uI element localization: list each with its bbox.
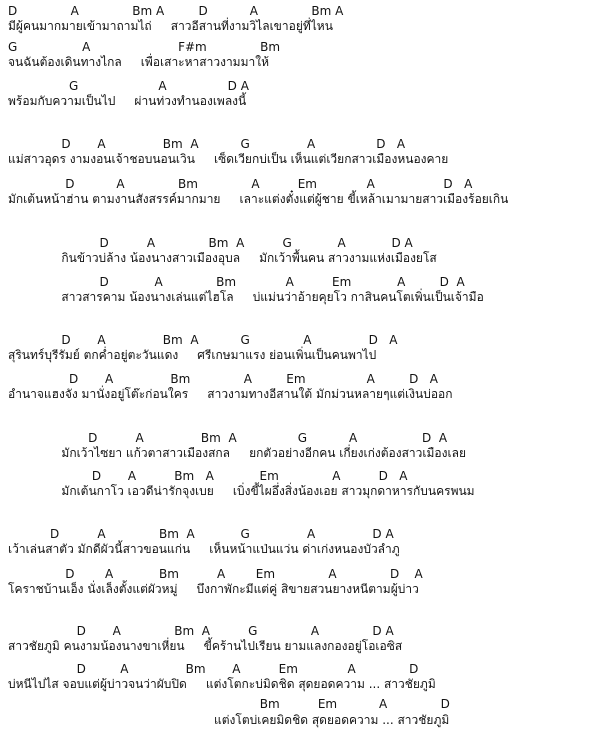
lyric-text: บ่หนีไปไส จอบแต่ผู้บ่าวจนว่าผับปิด แต่งโตกะบ่มิดชิด สุดยอดความ ... สาวชัยภูมิ	[8, 677, 436, 691]
lyric-text: มักเต้นกาโว เอวดีน่ารักจุงเบย เบิ่งขี้ไผอึ่งสิ่งน้องเอย สาวมุกดาหารกับนครพนม	[8, 484, 475, 498]
lyric-text: จนฉันต้องเดินทางไกล เพื่อเสาะหาสาวงามมาให้	[8, 55, 270, 69]
lyric-text: มักเต้นหน้าฮ่าน ตามงานสังสรรค์มากมาย เลาะแต่งตั๋งแต่ผู้ชาย ขี้เหล้าเมามายสาวเมืองร้อยเกิน	[8, 192, 509, 206]
chord-text: D A Bm A Em A D A	[8, 275, 465, 289]
lyric-text: สุรินทร์บุรีรัมย์ ตกค่ำอยู่ตะวันแดง ศรีเกษมาแรง ย่อนเพิ่นเป็นคนพาไป	[8, 348, 377, 362]
lyric-text: แต่งโตบ่เคยมิดชิด สุดยอดความ ... สาวชัยภูมิ	[8, 713, 450, 727]
lyric-text: กินข้าวบ่ล้าง น้องนางสาวเมืองอุบล มักเว้าพื้นคน สาวงามแห่งเมืองยโส	[8, 251, 437, 265]
lyric-text: อำนาจแฮงจัง มานั่งอยู่โต๊ะก่อนใคร สาวงามทางอีสานใต้ มักม่วนหลายๆแต่เงินบ่ออก	[8, 387, 453, 401]
chord-text: D A Bm A Em A D A	[8, 567, 423, 581]
chord-text: D A Bm A G A D A	[8, 431, 448, 445]
chord-text: D A Bm A Em A D A	[8, 177, 473, 191]
chord-text: D A Bm A G A D A	[8, 624, 394, 638]
lyric-text: สาวสารคาม น้องนางเล่นแต่ไฮโล บ่แม่นว่าอ้ายคุยโว กาสินคนโตเพิ่นเป็นเจ้ามือ	[8, 290, 484, 304]
chord-text: G A D A	[8, 79, 249, 93]
chord-text: D A Bm A G A D A	[8, 333, 398, 347]
lyric-text: แม่สาวอุดร งามงอนเจ้าชอบนอนเวิน เซ็ดเวียกบ่เป็น เห็นแต่เวียกสาวเมืองหนองคาย	[8, 152, 449, 166]
lyric-text: พร้อมกับความเป็นไป ผ่านท่วงทำนองเพลงนี้	[8, 94, 247, 108]
chord-text: D A Bm A Em A D	[8, 662, 419, 676]
chord-text: D A Bm A G A D A	[8, 527, 394, 541]
chord-text: D A Bm A G A D A	[8, 137, 406, 151]
chord-text: G A F#m Bm	[8, 40, 281, 54]
chord-text: Bm Em A D	[8, 697, 450, 711]
lyric-text: มีผู้คนมากมายเข้ามาถามไถ่ สาวอีสานที่งามวิไลเขาอยู่ที่ไหน	[8, 19, 333, 33]
chord-text: D A Bm A D A Bm A	[8, 4, 344, 18]
lyric-text: โคราชบ้านเอ็ง นั่งเล็งตั้งแต่ผัวหมู่ บึงกาพักะมีแต่คู่ สิขายสวนยางหนีตามผู้บ่าว	[8, 582, 419, 596]
chord-text: D A Bm A G A D A	[8, 236, 413, 250]
lyric-text: สาวชัยภูมิ คนงามน้องนางขาเหี่ยน ขี้คร้านไปเรียน ยามแลงกองอยู่โอเอซิส	[8, 639, 403, 653]
chord-text: D A Bm A Em A D A	[8, 372, 438, 386]
chord-text: D A Bm A Em A D A	[8, 469, 408, 483]
lyric-text: เว้าเล่นสาตัว มักดีผัวนี้สาวขอนแก่น เห็นหน้าแป่นแว่น ด่าเก่งหนองบัวลำภู	[8, 542, 400, 556]
lyric-text: มักเว้าไซยา แก้วตาสาวเมืองสกล ยกตัวอย่างอีกคน เกี่ยงเก่งต้องสาวเมืองเลย	[8, 446, 466, 460]
